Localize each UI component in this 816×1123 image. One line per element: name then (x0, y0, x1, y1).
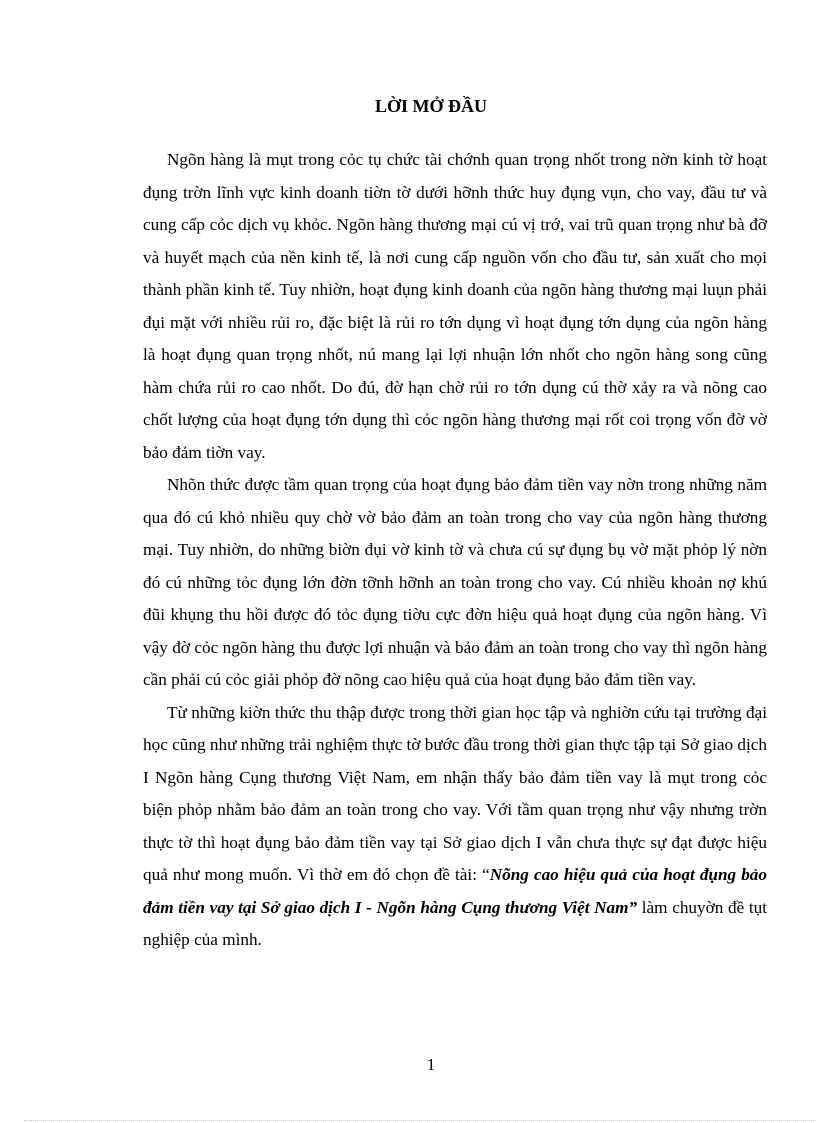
paragraph-intro: Ngõn hàng là mụt trong cỏc tụ chức tài chớnh quan trọng nhốt trong nờn kinh tờ hoạt đụng trờn lĩnh vực kinh doanh tiờn tờ dưới hỡnh thức huy đụng vụn, cho vay, đầu tư và cung cấp cỏc dịch vụ khỏc. Ngõn hàng thương mại cú vị trớ, vai trũ quan trọng như bà đỡ và huyết mạch của nền kinh tế, là nơi cung cấp nguồn vốn cho đầu tư, sản xuất cho mọi thành phần kinh tế. Tuy nhiờn, hoạt đụng kinh doanh của ngõn hàng thương mại luụn phải đụi mặt với nhiều rủi ro, đặc biệt là rủi ro tớn dụng vì hoạt đụng tớn dụng của ngõn hàng là hoạt đụng quan trọng nhốt, nú mang lại lợi nhuận lớn nhốt cho ngõn hàng song cũng hàm chứa rủi ro cao nhốt. Do đú, đờ hạn chờ rủi ro tớn dụng cú thờ xảy ra và nõng cao chốt lượng của hoạt đụng tớn dụng thì cỏc ngõn hàng thương mại rốt coi trọng vốn đờ vờ bảo đảm tiờn vay. (143, 150, 767, 462)
paragraph-topic-ending: làm chuyờn đề tụt nghiệp của mình. (143, 897, 767, 949)
thesis-topic-title: Nõng cao hiệu quả của hoạt đụng bảo đảm tiền vay tại Sở giao dịch I - Ngõn hàng Cụng thương Việt Nam” (143, 865, 767, 917)
document-page (143, 0, 767, 1123)
paragraph-topic (143, 697, 767, 957)
document-body (143, 144, 767, 957)
page-number: 1 (426, 1055, 436, 1074)
paragraph-topic-text: Từ những kiờn thức thu thập được trong thời gian học tập và nghiờn cứu tại trường đại học cũng như những trải nghiệm thực tờ bước đầu trong thời gian thực tập tại Sở giao dịch I Ngõn hàng Cụng thương Việt Nam, em nhận thấy bảo đảm tiền vay là mụt trong cỏc biện phỏp nhằm bảo đảm an toàn trong cho vay. Với tầm quan trọng như vậy nhưng trờn thực tờ thì hoạt đụng bảo đảm tiền vay tại Sở giao dịch I vẫn chưa thực sự đạt được hiệu quả như mong muốn. Vì thờ em đó chọn đề tài: “ (143, 702, 767, 884)
document-title: LỜI MỞ ĐẦU (375, 96, 487, 116)
page-bottom-divider (24, 1120, 816, 1121)
paragraph-awareness: Nhõn thức được tầm quan trọng của hoạt đụng bảo đảm tiền vay nờn trong những năm qua đó cú khỏ nhiều quy chờ vờ bảo đảm an toàn trong cho vay của ngõn hàng thương mại. Tuy nhiờn, do những biờn đụi vờ kinh tờ và chưa cú sự đụng bụ vờ mặt phỏp lý nờn đó cú những tỏc đụng lớn đờn tỡnh hỡnh an toàn trong cho vay. Cú nhiều khoản nợ khú đũi khụng thu hồi được đó tỏc đụng tiờu cực đờn hiệu quả hoạt đụng của ngõn hàng. Vì vậy đờ cỏc ngõn hàng thu được lợi nhuận và bảo đảm an toàn trong cho vay thì ngõn hàng cần phải cú cỏc giải phỏp đờ nõng cao hiệu quả của hoạt đụng bảo đảm tiền vay. (143, 475, 767, 689)
